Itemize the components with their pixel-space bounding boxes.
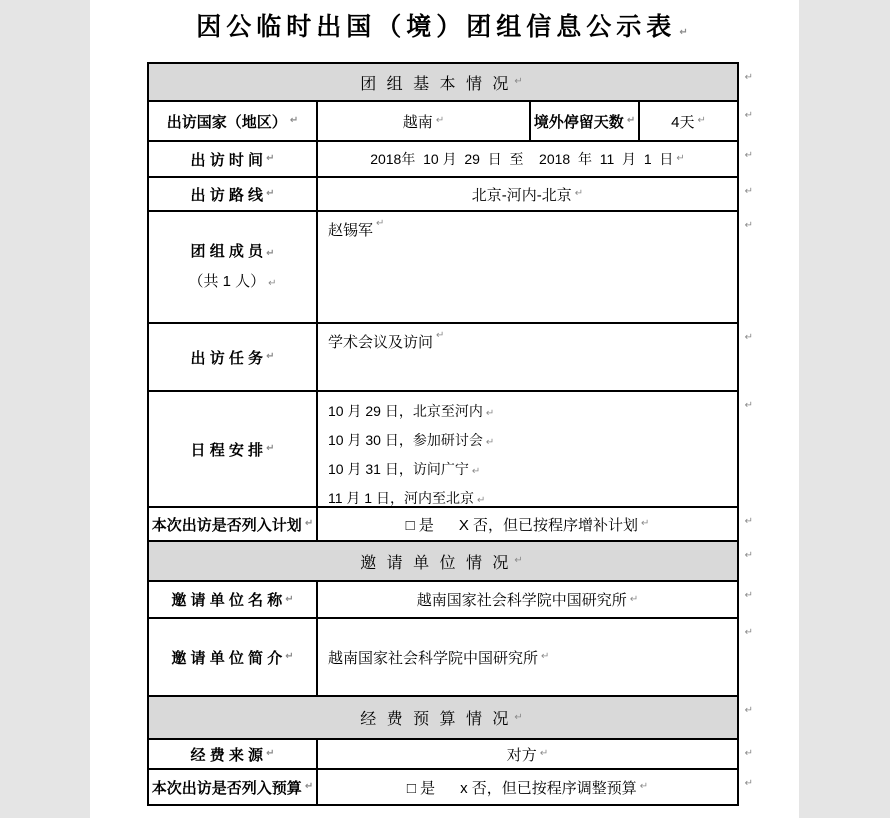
- row-end-mark-icon: ↵: [744, 186, 753, 197]
- in-plan-value-cell: [318, 508, 737, 540]
- paragraph-mark-icon: ↵: [436, 330, 445, 341]
- schedule-line-text: 10 月 30 日，参加研讨会: [328, 432, 483, 448]
- route-label-cell: [149, 178, 318, 210]
- paragraph-mark-icon: ↵: [514, 555, 526, 566]
- paragraph-mark-icon: ↵: [266, 188, 275, 199]
- row-funding: [149, 740, 753, 770]
- in-plan-value: □ 是 X 否，但已按程序增补计划: [405, 516, 638, 534]
- paragraph-mark-icon: ↵: [477, 495, 486, 506]
- time-value: 2018年 10 月 29 日 至 2018 年 11 月 1 日: [370, 151, 674, 167]
- paragraph-mark-icon: ↵: [285, 651, 294, 662]
- row-members: [149, 212, 753, 324]
- row-country: [149, 102, 753, 142]
- section-header-group-info: [149, 64, 753, 102]
- route-value: 北京-河内-北京: [471, 186, 572, 204]
- section-header-inviter: [149, 542, 753, 582]
- paragraph-mark-icon: ↵: [376, 218, 385, 229]
- section-header-cell: [149, 697, 737, 738]
- paragraph-mark-icon: ↵: [676, 153, 685, 164]
- row-in-budget: [149, 770, 753, 804]
- row-end-mark-icon: ↵: [744, 150, 753, 161]
- section-header-text: 经 费 预 算 情 况: [360, 711, 512, 728]
- row-time: [149, 142, 753, 178]
- stay-days-value-cell: [640, 102, 737, 140]
- section-header-text: 团 组 基 本 情 况: [360, 75, 512, 93]
- inviter-name-value: 越南国家社会科学院中国研究所: [416, 592, 627, 609]
- paragraph-mark-icon: ↵: [485, 437, 495, 448]
- paragraph-mark-icon: ↵: [266, 748, 275, 759]
- members-sublabel-line: [188, 267, 276, 297]
- paragraph-mark-icon: ↵: [514, 711, 526, 723]
- inviter-intro-label-cell: [149, 619, 318, 695]
- in-budget-value: □ 是 x 否，但已按程序调整预算: [406, 779, 637, 797]
- row-inviter-name: [149, 582, 753, 619]
- schedule-line-text: 11 月 1 日，河内至北京: [328, 490, 474, 506]
- schedule-label: 日 程 安 排: [190, 441, 264, 459]
- paragraph-mark-icon: ↵: [304, 781, 314, 792]
- time-label: 出 访 时 间: [190, 151, 264, 169]
- paragraph-mark-icon: ↵: [539, 748, 549, 759]
- members-label-line: [191, 237, 275, 267]
- route-value-cell: [318, 178, 737, 210]
- schedule-line: [328, 455, 480, 484]
- page-title: [90, 0, 799, 43]
- section-header-cell: [149, 64, 737, 100]
- schedule-value-cell: [318, 392, 737, 506]
- row-end-mark-icon: ↵: [744, 778, 753, 789]
- row-end-mark-icon: ↵: [744, 110, 753, 121]
- row-end-mark-icon: ↵: [744, 332, 753, 343]
- paragraph-mark-icon: ↵: [285, 593, 294, 605]
- row-schedule: [149, 392, 753, 508]
- info-table: [147, 62, 753, 806]
- schedule-line: [328, 484, 485, 506]
- row-end-mark-icon: ↵: [744, 590, 753, 601]
- route-label: 出 访 路 线: [190, 186, 264, 204]
- paragraph-mark-icon: ↵: [471, 466, 481, 477]
- in-budget-value-cell: [318, 770, 737, 804]
- paragraph-mark-icon: ↵: [514, 76, 526, 87]
- paragraph-mark-icon: ↵: [266, 443, 275, 454]
- paragraph-mark-icon: ↵: [304, 518, 314, 529]
- task-value-cell: [318, 324, 737, 390]
- row-end-mark-icon: ↵: [744, 72, 753, 83]
- in-budget-label-cell: [149, 770, 318, 804]
- members-label-cell: [149, 212, 318, 322]
- schedule-label-cell: [149, 392, 318, 506]
- row-end-mark-icon: ↵: [744, 550, 753, 561]
- funding-value-cell: [318, 740, 737, 768]
- schedule-line-text: 10 月 31 日，访问广宁: [328, 461, 469, 477]
- country-label-cell: [149, 102, 318, 140]
- inviter-intro-label: 邀 请 单 位 简 介: [171, 649, 283, 667]
- row-end-mark-icon: ↵: [744, 748, 753, 759]
- paragraph-mark-icon: ↵: [629, 593, 639, 605]
- in-plan-label: 本次出访是否列入计划: [151, 516, 302, 534]
- members-label: 团 组 成 员: [190, 243, 264, 260]
- paragraph-mark-icon: ↵: [266, 248, 275, 259]
- paragraph-mark-icon: ↵: [266, 351, 275, 362]
- task-value: 学术会议及访问: [328, 334, 434, 351]
- schedule-line-text: 10 月 29 日，北京至河内: [328, 403, 483, 419]
- page-title-text: 因公临时出国（境）团组信息公示表: [196, 14, 677, 41]
- row-inviter-intro: [149, 619, 753, 697]
- paragraph-mark-icon: ↵: [641, 518, 650, 529]
- paragraph-mark-icon: ↵: [574, 188, 584, 199]
- schedule-line: [328, 397, 494, 426]
- row-in-plan: [149, 508, 753, 542]
- country-value: 越南: [402, 113, 433, 131]
- document-page: [90, 0, 799, 818]
- time-value-cell: [318, 142, 737, 176]
- section-header-budget: [149, 697, 753, 740]
- row-end-mark-icon: ↵: [744, 627, 753, 638]
- in-budget-label: 本次出访是否列入预算: [151, 779, 302, 797]
- row-end-mark-icon: ↵: [744, 220, 753, 231]
- paragraph-mark-icon: ↵: [541, 651, 550, 662]
- schedule-line: [328, 426, 494, 455]
- paragraph-mark-icon: ↵: [626, 115, 636, 126]
- task-label: 出 访 任 务: [190, 349, 264, 367]
- section-header-cell: [149, 542, 737, 580]
- inviter-name-label-cell: [149, 582, 318, 617]
- row-task: [149, 324, 753, 392]
- paragraph-mark-icon: ↵: [639, 781, 649, 792]
- members-value-cell: [318, 212, 737, 322]
- country-label: 出访国家（地区）: [166, 113, 287, 131]
- paragraph-mark-icon: ↵: [266, 153, 275, 164]
- inviter-intro-value: 越南国家社会科学院中国研究所: [328, 649, 539, 667]
- funding-value: 对方: [506, 746, 537, 764]
- in-plan-label-cell: [149, 508, 318, 540]
- row-route: [149, 178, 753, 212]
- members-sublabel: （共 1 人）: [188, 273, 266, 290]
- paragraph-mark-icon: ↵: [435, 115, 445, 126]
- row-end-mark-icon: ↵: [744, 516, 753, 527]
- paragraph-mark-icon: ↵: [679, 27, 693, 38]
- section-header-text: 邀 请 单 位 情 况: [360, 554, 512, 572]
- paragraph-mark-icon: ↵: [485, 408, 495, 419]
- time-label-cell: [149, 142, 318, 176]
- stay-days-label: 境外停留天数: [533, 113, 624, 131]
- funding-label-cell: [149, 740, 318, 768]
- inviter-intro-value-cell: [318, 619, 737, 695]
- members-value: 赵锡军: [328, 222, 374, 239]
- row-end-mark-icon: ↵: [744, 705, 753, 716]
- inviter-name-label: 邀 请 单 位 名 称: [171, 592, 283, 609]
- task-label-cell: [149, 324, 318, 390]
- row-end-mark-icon: ↵: [744, 400, 753, 411]
- paragraph-mark-icon: ↵: [268, 278, 277, 289]
- funding-label: 经 费 来 源: [190, 746, 264, 764]
- inviter-name-value-cell: [318, 582, 737, 617]
- stay-days-value: 4天: [671, 113, 695, 131]
- stay-days-label-cell: [531, 102, 640, 140]
- paragraph-mark-icon: ↵: [697, 115, 706, 126]
- paragraph-mark-icon: ↵: [289, 115, 299, 126]
- country-value-cell: [318, 102, 531, 140]
